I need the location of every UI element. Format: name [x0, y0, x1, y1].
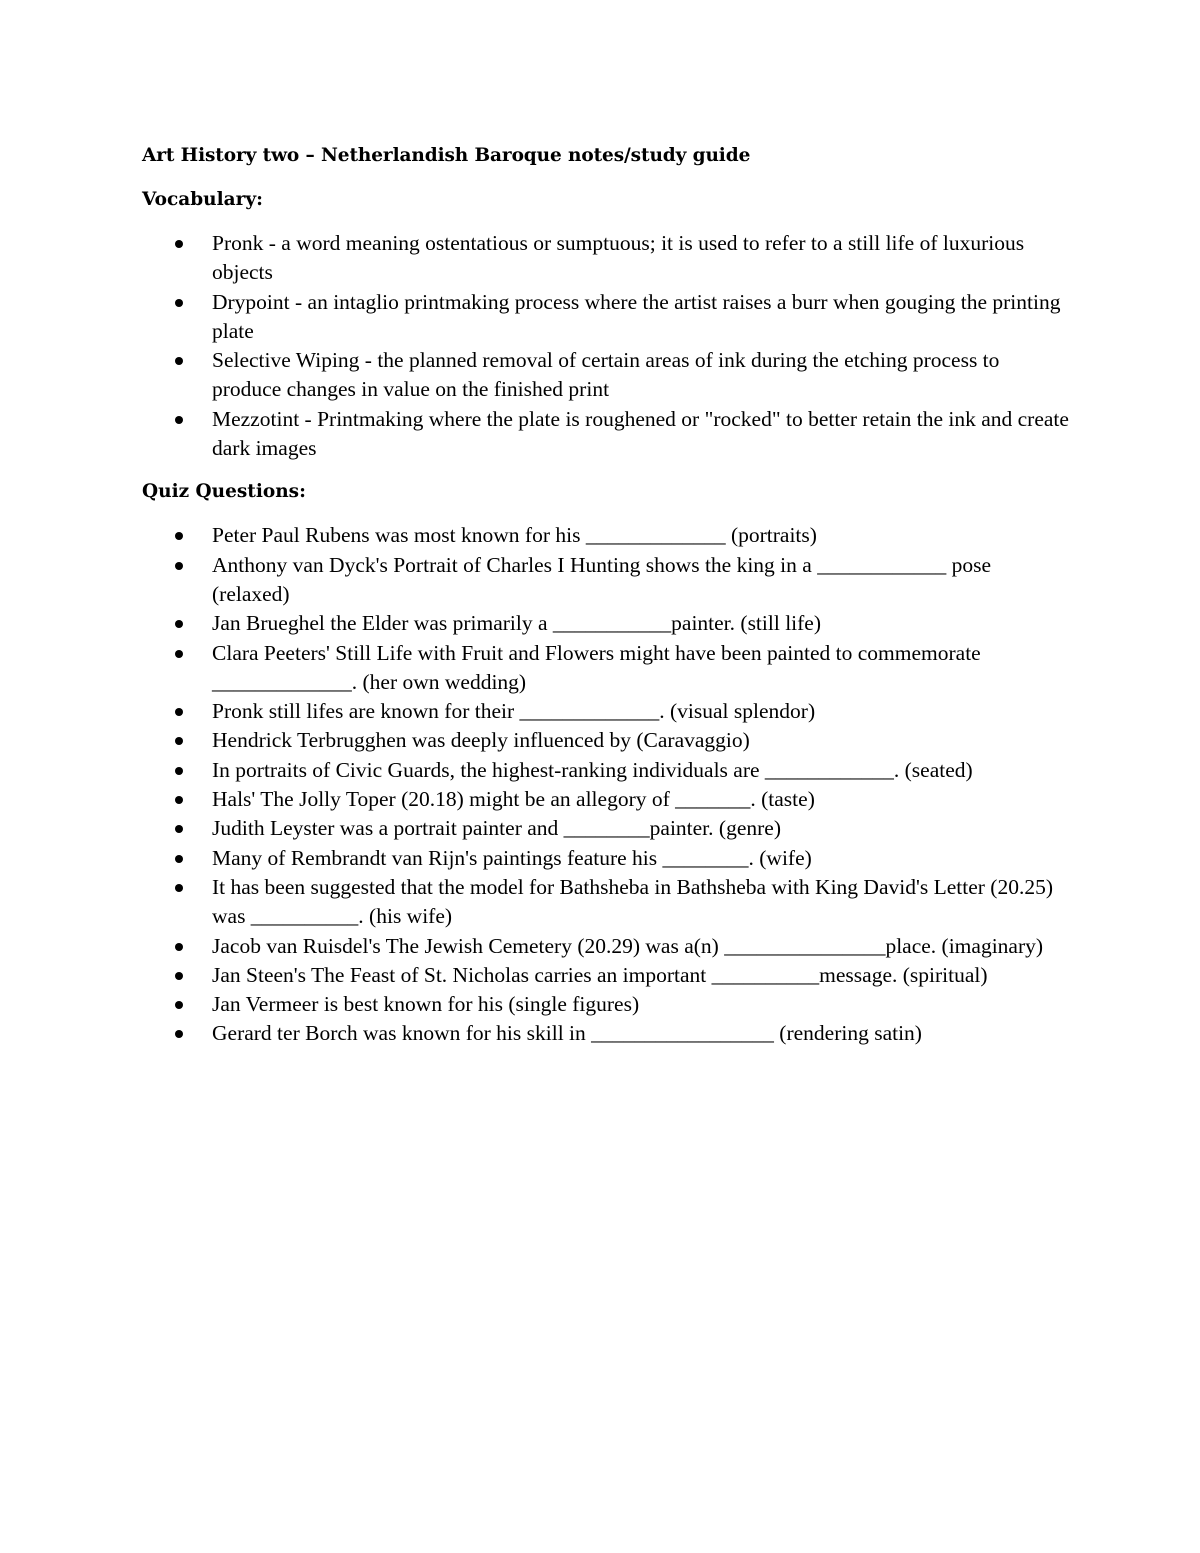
- quiz-item: [142, 697, 1072, 726]
- bullet-icon: [175, 240, 183, 248]
- quiz-item: [142, 873, 1072, 932]
- quiz-item: [142, 785, 1072, 814]
- vocabulary-item: [142, 405, 1072, 464]
- quiz-item-text: Pronk still lifes are known for their _____________. (visual splendor): [212, 699, 816, 724]
- bullet-icon: [175, 299, 183, 307]
- bullet-icon: [175, 1030, 183, 1038]
- document-content: [142, 141, 1072, 1063]
- quiz-item-text: Gerard ter Borch was known for his skill in _________________ (rendering satin): [212, 1021, 922, 1046]
- quiz-item-text: Anthony van Dyck's Portrait of Charles I Hunting shows the king in a ____________ pose (relaxed): [212, 552, 991, 606]
- quiz-item: [142, 932, 1072, 961]
- quiz-item-text: Judith Leyster was a portrait painter and ________painter. (genre): [212, 816, 781, 841]
- bullet-icon: [175, 416, 183, 424]
- bullet-icon: [175, 884, 183, 892]
- vocabulary-item: [142, 346, 1072, 405]
- quiz-item-text: Jan Steen's The Feast of St. Nicholas carries an important __________message. (spiritual): [212, 962, 988, 987]
- bullet-icon: [175, 825, 183, 833]
- document-title: Art History two – Netherlandish Baroque notes/study guide: [142, 145, 751, 166]
- quiz-item-text: Jan Brueghel the Elder was primarily a ___________painter. (still life): [212, 611, 822, 636]
- vocabulary-item-text: Pronk - a word meaning ostentatious or sumptuous; it is used to refer to a still life of luxurious objects: [212, 231, 1025, 285]
- vocabulary-item-text: Mezzotint - Printmaking where the plate is roughened or "rocked" to better retain the ink and create dark images: [212, 406, 1069, 461]
- quiz-item-text: Jacob van Ruisdel's The Jewish Cemetery (20.29) was a(n) _______________place. (imaginary): [212, 933, 1044, 958]
- quiz-item: [142, 639, 1072, 698]
- quiz-list: [142, 521, 1072, 1048]
- bullet-icon: [175, 855, 183, 863]
- quiz-item-text: Peter Paul Rubens was most known for his _____________ (portraits): [212, 523, 817, 548]
- bullet-icon: [175, 972, 183, 980]
- bullet-icon: [175, 562, 183, 570]
- vocabulary-item-text: Selective Wiping - the planned removal of certain areas of ink during the etching process to produce changes in value on the finished print: [212, 348, 1000, 402]
- bullet-icon: [175, 767, 183, 775]
- quiz-item-text: Jan Vermeer is best known for his (single figures): [212, 992, 640, 1017]
- quiz-item: [142, 609, 1072, 638]
- vocabulary-item: [142, 229, 1072, 288]
- quiz-item: [142, 1019, 1072, 1048]
- quiz-item-text: Hendrick Terbrugghen was deeply influenced by (Caravaggio): [212, 728, 750, 753]
- bullet-icon: [175, 650, 183, 658]
- bullet-icon: [175, 796, 183, 804]
- vocabulary-heading: Vocabulary:: [142, 189, 263, 210]
- bullet-icon: [175, 708, 183, 716]
- quiz-item: [142, 756, 1072, 785]
- bullet-icon: [175, 943, 183, 951]
- quiz-item-text: Many of Rembrandt van Rijn's paintings feature his ________. (wife): [212, 845, 812, 870]
- quiz-item-text: In portraits of Civic Guards, the highest-ranking individuals are ____________. (seated): [212, 757, 973, 782]
- quiz-item: [142, 814, 1072, 843]
- quiz-item: [142, 521, 1072, 550]
- quiz-item: [142, 551, 1072, 610]
- bullet-icon: [175, 1001, 183, 1009]
- quiz-item: [142, 990, 1072, 1019]
- vocabulary-list: [142, 229, 1072, 463]
- bullet-icon: [175, 737, 183, 745]
- bullet-icon: [175, 357, 183, 365]
- bullet-icon: [175, 532, 183, 540]
- bullet-icon: [175, 620, 183, 628]
- quiz-item: [142, 961, 1072, 990]
- quiz-item-text: Clara Peeters' Still Life with Fruit and Flowers might have been painted to commemorate _____________. (her own wedding): [212, 640, 981, 694]
- vocabulary-item: [142, 288, 1072, 347]
- quiz-item: [142, 844, 1072, 873]
- quiz-item: [142, 726, 1072, 755]
- quiz-item-text: It has been suggested that the model for Bathsheba in Bathsheba with King David's Letter (20.25) was __________. (his wife): [212, 874, 1053, 929]
- vocabulary-item-text: Drypoint - an intaglio printmaking process where the artist raises a burr when gouging the printing plate: [212, 289, 1061, 343]
- quiz-item-text: Hals' The Jolly Toper (20.18) might be an allegory of _______. (taste): [212, 787, 815, 812]
- quiz-heading: Quiz Questions:: [142, 481, 306, 503]
